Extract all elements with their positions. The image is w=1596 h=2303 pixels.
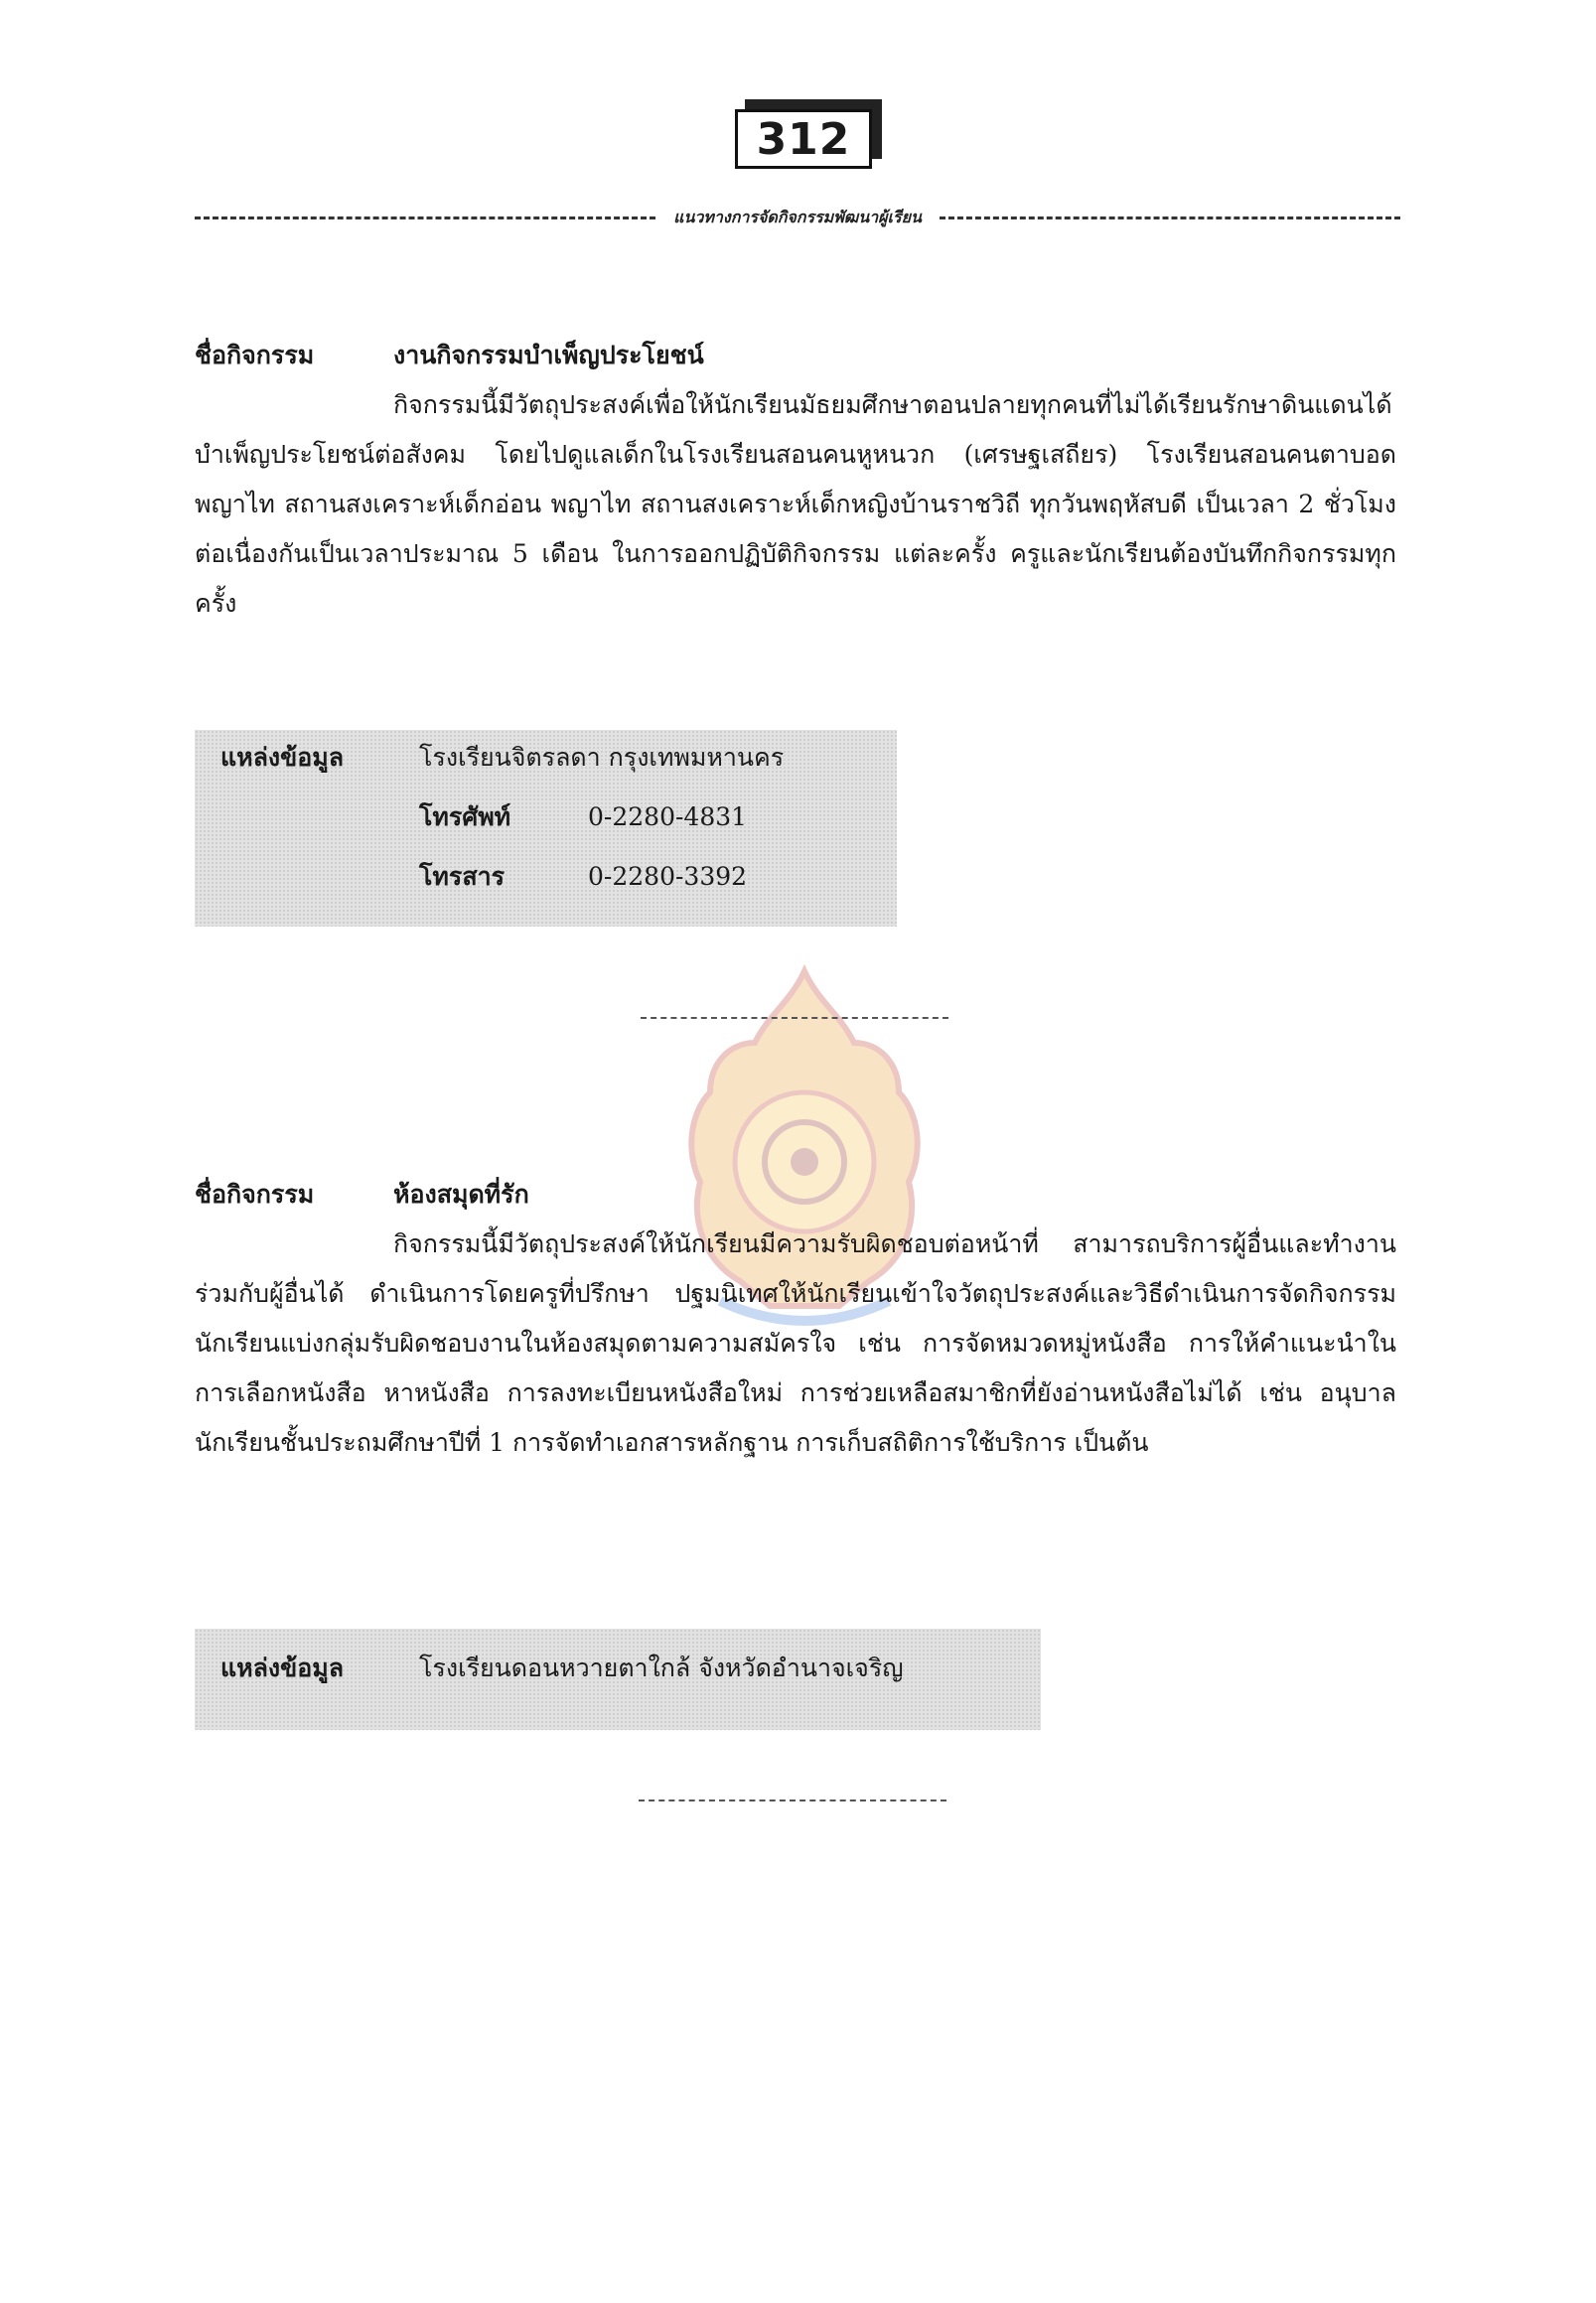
activity-1-fax: 0-2280-3392: [588, 862, 748, 891]
activity-1-source-label: แหล่งข้อมูล: [220, 743, 345, 772]
activity-2-source-row: [195, 1649, 1041, 1708]
activity-2: [195, 1170, 1396, 1468]
activity-1-phone-label: โทรศัพท์: [419, 802, 511, 831]
activity-2-source-place: โรงเรียนดอนหวายตาใกล้ จังหวัดอำนาจเจริญ: [419, 1654, 904, 1682]
page-number: 312: [735, 109, 872, 169]
activity-1-phone: 0-2280-4831: [588, 802, 748, 831]
activity-1-label: ชื่อกิจกรรม: [195, 341, 315, 369]
activity-1-source-place: โรงเรียนจิตรลดา กรุงเทพมหานคร: [419, 743, 785, 772]
activity-1-body: กิจกรรมนี้มีวัตถุประสงค์เพื่อให้นักเรียนมัธยมศึกษาตอนปลายทุกคนที่ไม่ได้เรียนรักษาดินแดนได้บำเพ็ญประโยชน์ต่อสังคม โดยไปดูแลเด็กในโรงเรียนสอนคนหูหนวก (เศรษฐเสถียร) โรงเรียนสอนคนตาบอด พญาไท สถานสงเคราะห์เด็กอ่อน พญาไท สถานสงเคราะห์เด็กหญิงบ้านราชวิถี ทุกวันพฤหัสบดี เป็นเวลา 2 ชั่วโมง ต่อเนื่องกันเป็นเวลาประมาณ 5 เดือน ในการออกปฏิบัติกิจกรรม แต่ละครั้ง ครูและนักเรียนต้องบันทึกกิจกรรมทุกครั้ง: [195, 390, 1396, 618]
activity-1: [195, 331, 1396, 629]
activity-1-phone-row: [195, 797, 897, 857]
activity-1-source-row: [195, 738, 897, 797]
activity-2-label: ชื่อกิจกรรม: [195, 1180, 315, 1209]
activity-2-body: กิจกรรมนี้มีวัตถุประสงค์ให้นักเรียนมีความรับผิดชอบต่อหน้าที่ สามารถบริการผู้อื่นและทำงานร่วมกับผู้อื่นได้ ดำเนินการโดยครูที่ปรึกษา ปฐมนิเทศให้นักเรียนเข้าใจวัตถุประสงค์และวิธีดำเนินการจัดกิจกรรม นักเรียนแบ่งกลุ่มรับผิดชอบงานในห้องสมุดตามความสมัครใจ เช่น การจัดหมวดหมู่หนังสือ การให้คำแนะนำในการเลือกหนังสือ หาหนังสือ การลงทะเบียนหนังสือใหม่ การช่วยเหลือสมาชิกที่ยังอ่านหนังสือไม่ได้ เช่น อนุบาล นักเรียนชั้นประถมศึกษาปีที่ 1 การจัดทำเอกสารหลักฐาน การเก็บสถิติการใช้บริการ เป็นต้น: [195, 1229, 1396, 1457]
activity-2-header: [195, 1170, 1396, 1220]
separator-1: [641, 1017, 948, 1019]
activity-1-source-box: [195, 730, 897, 927]
activity-1-fax-label: โทรสาร: [419, 862, 506, 891]
activity-2-name: ห้องสมุดที่รัก: [393, 1180, 529, 1209]
running-header: [195, 206, 1400, 230]
header-title: แนวทางการจัดกิจกรรมพัฒนาผู้เรียน: [673, 208, 922, 226]
activity-2-source-label: แหล่งข้อมูล: [220, 1654, 345, 1682]
activity-1-fax-row: [195, 857, 897, 917]
activity-2-source-box: [195, 1629, 1041, 1730]
activity-1-header: [195, 331, 1396, 380]
header-rule-left: [195, 216, 655, 219]
activity-1-name: งานกิจกรรมบำเพ็ญประโยชน์: [393, 341, 704, 369]
header-rule-right: [940, 216, 1400, 219]
separator-2: [639, 1799, 946, 1801]
